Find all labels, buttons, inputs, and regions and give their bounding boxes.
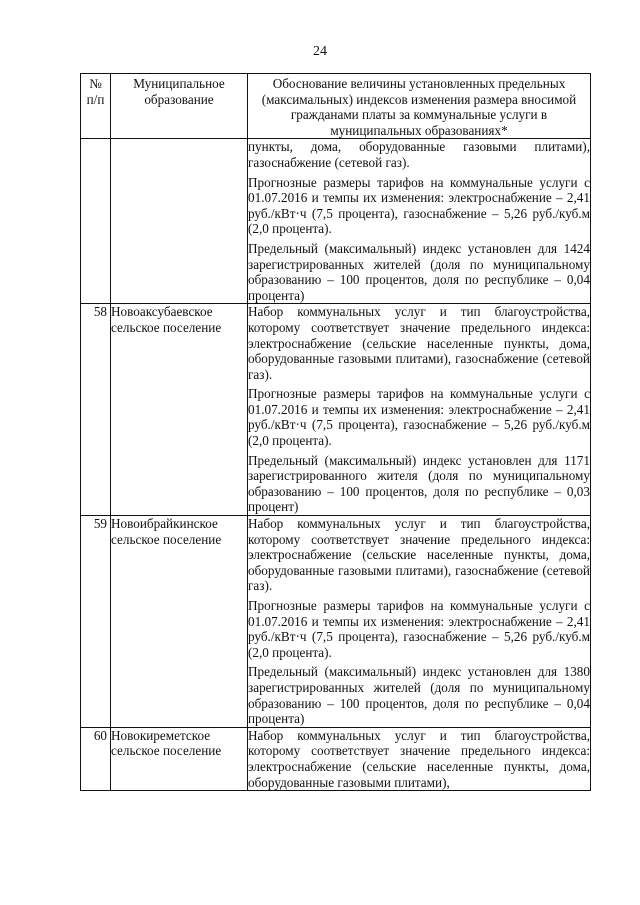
row-municipality: Новоаксубаевское сельское поселение bbox=[111, 304, 248, 516]
justification-paragraph: Предельный (максимальный) индекс установлен для 1424 зарегистрированных жителей (доля по муниципальному образованию – 100 процентов, доля по республике – 0,04 процента) bbox=[248, 240, 590, 303]
justification-paragraph: Прогнозные размеры тарифов на коммунальные услуги с 01.07.2016 и темпы их изменения: электроснабжение – 2,41 руб./кВт·ч (7,5 процента), газоснабжение – 5,26 руб./куб.м (2,0 процента). bbox=[248, 174, 590, 237]
row-municipality: Новоибрайкинское сельское поселение bbox=[111, 516, 248, 728]
row-justification bbox=[248, 727, 591, 790]
header-municipality-label: Муниципальное образование bbox=[133, 76, 225, 107]
header-municipality bbox=[111, 74, 248, 139]
row-number: 59 bbox=[81, 516, 111, 728]
justification-paragraph: Прогнозные размеры тарифов на коммунальные услуги с 01.07.2016 и темпы их изменения: электроснабжение – 2,41 руб./кВт·ч (7,5 процента), газоснабжение – 5,26 руб./куб.м (2,0 процента). bbox=[248, 598, 590, 660]
row-justification bbox=[248, 139, 591, 304]
row-number bbox=[81, 139, 111, 304]
header-justification bbox=[248, 74, 591, 139]
justification-paragraph: Прогнозные размеры тарифов на коммунальные услуги с 01.07.2016 и темпы их изменения: электроснабжение – 2,41 руб./кВт·ч (7,5 процента), газоснабжение – 5,26 руб./куб.м (2,0 процента). bbox=[248, 386, 590, 449]
table-header-row bbox=[81, 74, 591, 139]
row-justification bbox=[248, 304, 591, 516]
justification-paragraph: Набор коммунальных услуг и тип благоустройства, которому соответствует значение предельного индекса: электроснабжение (сельские населенные пункты, дома, оборудованные газовыми плитами), газоснабжение (сетевой газ). bbox=[248, 304, 590, 382]
row-number: 58 bbox=[81, 304, 111, 516]
justification-paragraph: Предельный (максимальный) индекс установлен для 1171 зарегистрированного жителя (доля по муниципальному образованию – 100 процентов, доля по республике – 0,03 процент) bbox=[248, 452, 590, 515]
table-row bbox=[81, 139, 591, 304]
table-row bbox=[81, 304, 591, 516]
row-municipality bbox=[111, 139, 248, 304]
justification-paragraph: пункты, дома, оборудованные газовыми плитами), газоснабжение (сетевой газ). bbox=[248, 139, 590, 170]
table-row bbox=[81, 516, 591, 728]
page-number: 24 bbox=[313, 44, 327, 59]
justification-paragraph: Набор коммунальных услуг и тип благоустройства, которому соответствует значение предельного индекса: электроснабжение (сельские населенные пункты, дома, оборудованные газовыми плитами), bbox=[248, 727, 590, 790]
tariff-index-table bbox=[80, 73, 591, 791]
header-num-label: № п/п bbox=[86, 76, 105, 107]
justification-paragraph: Набор коммунальных услуг и тип благоустройства, которому соответствует значение предельного индекса: электроснабжение (сельские населенные пункты, дома, оборудованные газовыми плитами), газоснабжение (сетевой газ). bbox=[248, 516, 590, 594]
row-justification bbox=[248, 516, 591, 728]
row-municipality: Новокиреметское сельское поселение bbox=[111, 727, 248, 790]
header-justification-label: Обоснование величины установленных предельных (максимальных) индексов изменения размера вносимой гражданами платы за коммунальные услуги в муниципальных образованиях* bbox=[261, 76, 577, 138]
row-number: 60 bbox=[81, 727, 111, 790]
header-num bbox=[81, 74, 111, 139]
table-row bbox=[81, 727, 591, 790]
justification-paragraph: Предельный (максимальный) индекс установлен для 1380 зарегистрированных жителей (доля по муниципальному образованию – 100 процентов, доля по республике – 0,04 процента) bbox=[248, 664, 590, 727]
